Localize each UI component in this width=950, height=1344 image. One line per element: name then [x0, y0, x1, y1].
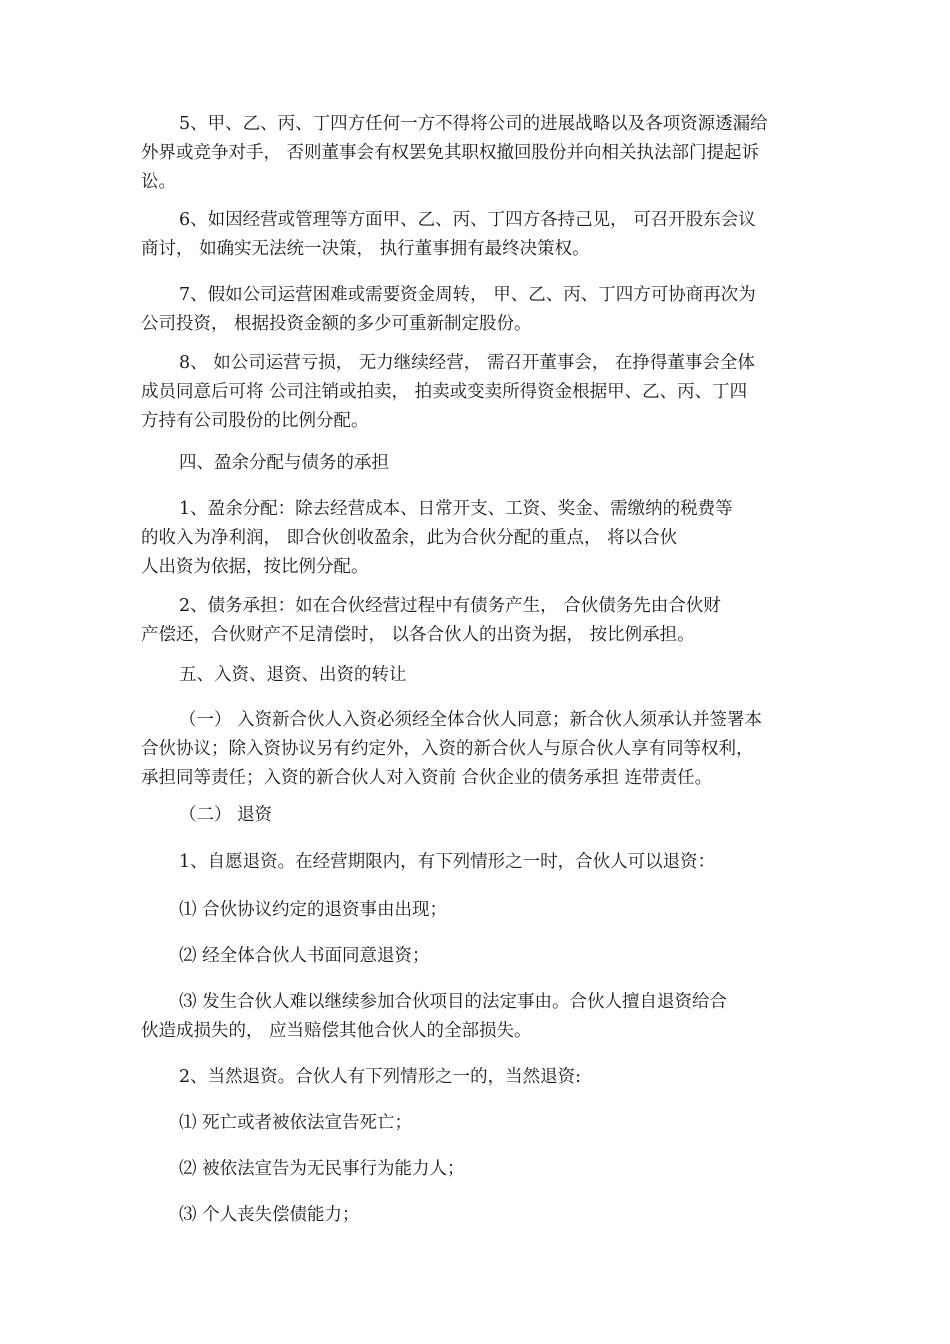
text-line: 成员同意后可将 公司注销或拍卖， 拍卖或变卖所得资金根据甲、乙、丙、丁四 — [141, 382, 748, 402]
paragraph-profit-distribution — [141, 495, 831, 582]
paragraph-capital-entry — [141, 706, 831, 793]
paragraph-clause-6 — [141, 206, 831, 264]
section-heading-text: 四、盈余分配与债务的承担 — [179, 453, 389, 473]
text-line: 7、假如公司运营困难或需要资金周转， 甲、乙、丙、丁四方可协商再次为 — [179, 285, 756, 305]
text-line: 6、如因经营或管理等方面甲、乙、丙、丁四方各持己见， 可召开股东会议 — [179, 210, 756, 230]
text-line: 1、盈余分配：除去经营成本、日常开支、工资、奖金、需缴纳的税费等 — [179, 499, 733, 519]
text-line: 合伙协议；除入资协议另有约定外，入资的新合伙人与原合伙人享有同等权利， — [141, 739, 754, 759]
text-line: 承担同等责任；入资的新合伙人对入资前 合伙企业的债务承担 连带责任。 — [141, 768, 713, 788]
text-line: ⑴ 死亡或者被依法宣告死亡； — [179, 1113, 413, 1133]
paragraph-clause-7 — [141, 281, 831, 339]
text-line: 1、自愿退资。在经营期限内，有下列情形之一时，合伙人可以退资： — [179, 852, 716, 872]
text-line: 外界或竞争对手， 否则董事会有权罢免其职权撤回股份并向相关执法部门提起诉 — [141, 143, 760, 163]
section-heading-text: 五、入资、退资、出资的转让 — [179, 665, 407, 685]
text-line: 8、 如公司运营亏损， 无力继续经营， 需召开董事会， 在挣得董事会全体 — [179, 353, 755, 373]
section-heading-4 — [141, 449, 831, 478]
text-line: 2、债务承担：如在合伙经营过程中有债务产生， 合伙债务先由合伙财 — [179, 596, 721, 616]
text-line: 公司投资， 根据投资金额的多少可重新制定股份。 — [141, 314, 532, 334]
text-line: 5、甲、乙、丙、丁四方任何一方不得将公司的进展战略以及各项资源透漏给 — [179, 114, 768, 134]
text-line: 2、当然退资。合伙人有下列情形之一的，当然退资: — [179, 1067, 582, 1087]
text-line: ⑵ 经全体合伙人书面同意退资； — [179, 946, 430, 966]
text-line: （一） 入资新合伙人入资必须经全体合伙人同意；新合伙人须承认并签署本 — [179, 710, 763, 730]
text-line: ⑴ 合伙协议约定的退资事由出现； — [179, 900, 448, 920]
subheading-withdrawal — [141, 801, 831, 830]
list-item-voluntary-3 — [141, 988, 831, 1046]
paragraph-automatic-withdrawal — [141, 1063, 831, 1092]
text-line: 商讨， 如确实无法统一决策， 执行董事拥有最终决策权。 — [141, 239, 590, 259]
list-item-automatic-1 — [141, 1109, 831, 1138]
paragraph-clause-5 — [141, 110, 831, 197]
text-line: 人出资为依据，按比例分配。 — [141, 557, 369, 577]
list-item-automatic-2 — [141, 1155, 831, 1184]
text-line: 方持有公司股份的比例分配。 — [141, 411, 369, 431]
paragraph-voluntary-withdrawal — [141, 848, 831, 877]
text-line: ⑶ 个人丧失偿债能力； — [179, 1205, 360, 1225]
paragraph-clause-8 — [141, 349, 831, 436]
section-heading-5 — [141, 661, 831, 690]
text-line: ⑵ 被依法宣告为无民事行为能力人； — [179, 1159, 465, 1179]
text-line: 伙造成损失的， 应当赔偿其他合伙人的全部损失。 — [141, 1021, 532, 1041]
subheading-text: （二） 退资 — [179, 805, 273, 825]
list-item-voluntary-2 — [141, 942, 831, 971]
paragraph-debt-bearing — [141, 592, 831, 650]
text-line: ⑶ 发生合伙人难以继续参加合伙项目的法定事由。合伙人擅自退资给合 — [179, 992, 728, 1012]
text-line: 的收入为净利润， 即合伙创收盈余，此为合伙分配的重点， 将以合伙 — [141, 528, 678, 548]
list-item-voluntary-1 — [141, 896, 831, 925]
text-line: 产偿还，合伙财产不足清偿时， 以各合伙人的出资为据， 按比例承担。 — [141, 625, 695, 645]
list-item-automatic-3 — [141, 1201, 831, 1230]
text-line: 讼。 — [141, 172, 176, 192]
